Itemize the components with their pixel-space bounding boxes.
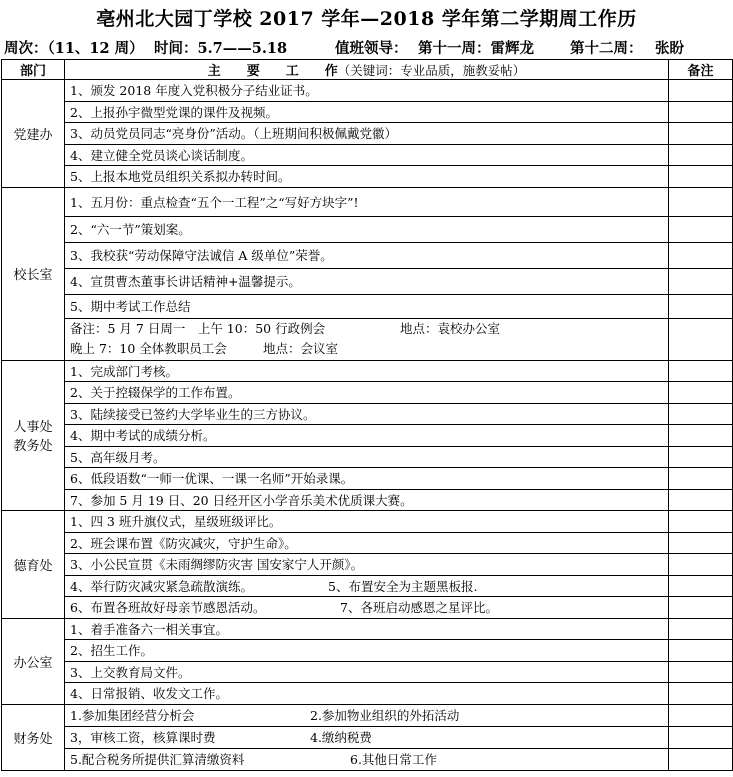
note-cell	[669, 511, 733, 533]
note-cell	[669, 242, 733, 268]
header-work	[65, 60, 669, 80]
week-number: 周次：（11、12 周）	[4, 40, 144, 57]
note-cell	[669, 446, 733, 468]
task-item-split	[65, 726, 669, 748]
note-cell	[669, 489, 733, 511]
remark-line1: 备注：5 月 7 日周一 上午 10：50 行政例会	[70, 321, 326, 336]
header-keyword: （关键词：专业品质，施教妥帖）	[337, 63, 526, 78]
task-left: 6、布置各班故好母亲节感恩活动。	[70, 600, 266, 616]
dept-office: 办公室	[2, 618, 65, 704]
task-item: 4、日常报销、收发文工作。	[65, 683, 669, 705]
note-cell	[669, 661, 733, 683]
note-cell	[669, 704, 733, 726]
note-cell	[669, 382, 733, 404]
remark-place1: 地点：袁校办公室	[400, 321, 501, 336]
task-right: 2.参加物业组织的外拓活动	[310, 708, 460, 723]
task-item: 5、期中考试工作总结	[65, 294, 669, 318]
task-left: 3，审核工资，核算课时费	[70, 730, 216, 745]
task-item: 2、上报孙宇微型党课的课件及视频。	[65, 101, 669, 123]
table-row	[2, 382, 733, 404]
note-cell	[669, 360, 733, 382]
task-item: 5、上报本地党员组织关系拟办转时间。	[65, 166, 669, 188]
note-cell	[669, 216, 733, 242]
table-header-row	[2, 60, 733, 80]
task-right: 7、各班启动感恩之星评比。	[340, 600, 498, 616]
remark-line2: 晚上 7：10 全体教职员工会	[70, 341, 227, 356]
date-range: 时间：5.7——5.18	[154, 40, 288, 57]
note-cell	[669, 294, 733, 318]
note-cell	[669, 640, 733, 662]
dept-hr: 人事处	[13, 420, 53, 436]
table-row	[2, 683, 733, 705]
table-row	[2, 704, 733, 726]
note-cell	[669, 187, 733, 216]
task-item: 3、动员党员同志“亮身份”活动。（上班期间积极佩戴党徽）	[65, 123, 669, 145]
task-item: 5、高年级月考。	[65, 446, 669, 468]
note-cell	[669, 532, 733, 554]
task-item-split	[65, 748, 669, 770]
meeting-remark	[65, 318, 669, 360]
note-cell	[669, 575, 733, 597]
table-row	[2, 80, 733, 102]
task-item: 3、上交教育局文件。	[65, 661, 669, 683]
note-cell	[669, 554, 733, 576]
table-row	[2, 144, 733, 166]
task-item: 3、我校获“劳动保障守法诚信 A 级单位”荣誉。	[65, 242, 669, 268]
table-row	[2, 216, 733, 242]
task-item: 1、五月份：重点检查“五个一工程”之“写好方块字”!	[65, 187, 669, 216]
note-cell	[669, 166, 733, 188]
note-cell	[669, 101, 733, 123]
task-item: 3、小公民宣贯《未雨绸缪防灾害 国安家宁人开颜》。	[65, 554, 669, 576]
table-row	[2, 123, 733, 145]
table-row	[2, 446, 733, 468]
week12-label: 第十二周：	[570, 40, 643, 57]
table-row	[2, 575, 733, 597]
task-left: 4、举行防灾减灾紧急疏散演练。	[70, 578, 253, 594]
table-row	[2, 268, 733, 294]
table-row	[2, 403, 733, 425]
table-row	[2, 640, 733, 662]
table-row	[2, 318, 733, 360]
dept-party: 党建办	[2, 80, 65, 188]
task-right: 6.其他日常工作	[350, 752, 437, 767]
task-item-split	[65, 597, 669, 619]
task-item: 4、建立健全党员谈心谈话制度。	[65, 144, 669, 166]
note-cell	[669, 425, 733, 447]
task-item: 2、关于控辍保学的工作布置。	[65, 382, 669, 404]
task-item: 4、宣贯曹杰董事长讲话精神+温馨提示。	[65, 268, 669, 294]
task-item: 4、期中考试的成绩分析。	[65, 425, 669, 447]
task-item: 7、参加 5 月 19 日、20 日经开区小学音乐美术优质课大赛。	[65, 489, 669, 511]
task-item: 1、着手准备六一相关事宜。	[65, 618, 669, 640]
task-item: 2、“六一节”策划案。	[65, 216, 669, 242]
note-cell	[669, 268, 733, 294]
week12-leader: 张盼	[655, 40, 684, 57]
work-calendar-table	[1, 59, 733, 771]
table-row	[2, 554, 733, 576]
dept-finance: 财务处	[2, 704, 65, 770]
task-item: 1、四 3 班升旗仪式，星级班级评比。	[65, 511, 669, 533]
table-row	[2, 726, 733, 748]
table-row	[2, 748, 733, 770]
task-item: 2、班会课布置《防灾减灾，守护生命》。	[65, 532, 669, 554]
table-row	[2, 166, 733, 188]
task-item: 3、陆续接受已签约大学毕业生的三方协议。	[65, 403, 669, 425]
task-right: 4.缴纳税费	[310, 730, 372, 745]
dept-moral: 德育处	[2, 511, 65, 619]
task-left: 1.参加集团经营分析会	[70, 708, 195, 723]
note-cell	[669, 683, 733, 705]
table-row	[2, 597, 733, 619]
table-row	[2, 489, 733, 511]
dept-hr-edu	[2, 360, 65, 511]
duty-leader-label: 值班领导：	[335, 40, 408, 57]
note-cell	[669, 144, 733, 166]
task-left: 5.配合税务所提供汇算清缴资料	[70, 752, 245, 767]
task-item: 1、颁发 2018 年度入党积极分子结业证书。	[65, 80, 669, 102]
note-cell	[669, 618, 733, 640]
table-row	[2, 101, 733, 123]
table-row	[2, 511, 733, 533]
task-item: 6、低段语数“一师一优课、一课一名师”开始录课。	[65, 468, 669, 490]
task-item: 1、完成部门考核。	[65, 360, 669, 382]
header-dept: 部门	[2, 60, 65, 80]
table-row	[2, 425, 733, 447]
note-cell	[669, 403, 733, 425]
note-cell	[669, 468, 733, 490]
note-cell	[669, 318, 733, 360]
note-cell	[669, 123, 733, 145]
table-row	[2, 242, 733, 268]
header-note: 备注	[669, 60, 733, 80]
note-cell	[669, 748, 733, 770]
table-row	[2, 468, 733, 490]
table-row	[2, 360, 733, 382]
note-cell	[669, 597, 733, 619]
table-row	[2, 532, 733, 554]
table-row	[2, 618, 733, 640]
task-item-split	[65, 704, 669, 726]
task-item: 2、招生工作。	[65, 640, 669, 662]
task-right: 5、布置安全为主题黑板报.	[328, 578, 478, 594]
page-title: 亳州北大园丁学校 2017 学年—2018 学年第二学期周工作历	[96, 8, 637, 30]
note-cell	[669, 726, 733, 748]
header-work-label: 主 要 工 作	[207, 64, 338, 79]
table-row	[2, 294, 733, 318]
remark-place2: 地点：会议室	[263, 341, 339, 356]
note-cell	[669, 80, 733, 102]
table-row	[2, 661, 733, 683]
task-item-split	[65, 575, 669, 597]
table-row	[2, 187, 733, 216]
dept-edu: 教务处	[13, 439, 53, 455]
dept-principal: 校长室	[2, 187, 65, 360]
week11-leader: 第十一周：雷辉龙	[418, 40, 534, 57]
